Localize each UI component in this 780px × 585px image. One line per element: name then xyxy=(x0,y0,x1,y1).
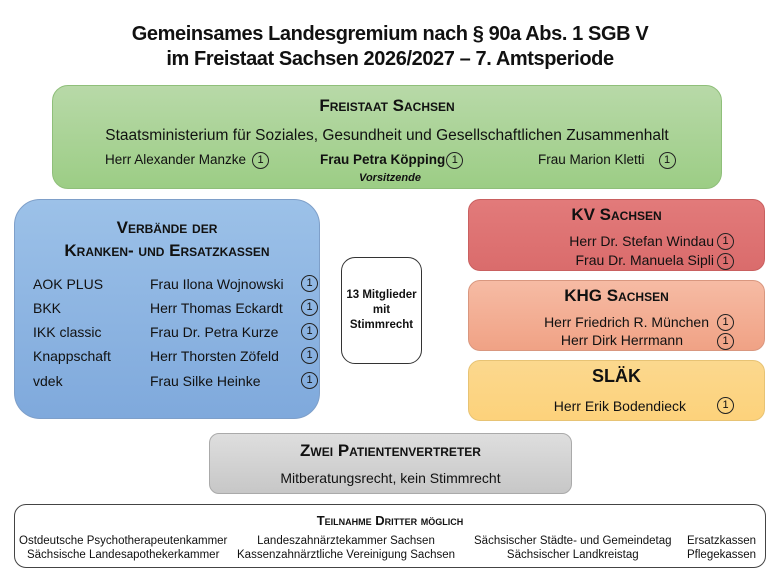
patienten-heading: Zwei Patientenvertreter xyxy=(300,441,481,460)
third-party-box xyxy=(14,504,766,568)
dritte-column-4 xyxy=(687,534,756,562)
member-name: Herr Thomas Eckardt xyxy=(150,300,283,316)
kassen-row xyxy=(33,323,318,343)
member-name: Frau Silke Heinke xyxy=(150,373,261,389)
third-party-item: Sächsischer Städte- und Gemeindetag xyxy=(474,535,672,547)
center-line-1: 13 Mitglieder xyxy=(346,289,417,301)
org-name: AOK PLUS xyxy=(33,276,104,292)
kassen-row xyxy=(33,299,318,319)
dritte-heading: Teilnahme Dritter möglich xyxy=(316,513,464,528)
member-name: Herr Alexander Manzke xyxy=(105,152,247,168)
vote-count-badge: 1 xyxy=(252,152,269,169)
khg-heading: KHG Sachsen xyxy=(564,286,669,305)
third-party-item: Landeszahnärztekammer Sachsen xyxy=(257,535,435,547)
kv-heading: KV Sachsen xyxy=(571,205,662,224)
member-name: Frau Dr. Manuela Sipli xyxy=(575,252,714,268)
third-party-item: Ersatzkassen xyxy=(687,535,757,547)
kassen-heading-line-2: Kranken- und Ersatzkassen xyxy=(64,241,270,260)
kassen-heading xyxy=(15,216,319,262)
kassen-heading-line-1: Verbände der xyxy=(116,218,218,237)
voting-members-box xyxy=(341,257,422,364)
member-name: Frau Ilona Wojnowski xyxy=(150,276,284,292)
vote-count-badge: 1 xyxy=(717,333,734,350)
org-name: Knappschaft xyxy=(33,348,111,364)
member-name: Herr Thorsten Zöfeld xyxy=(150,348,279,364)
title-line-2: im Freistaat Sachsen 2026/2027 – 7. Amtsperiode xyxy=(166,48,614,70)
vote-count-badge: 1 xyxy=(717,397,734,414)
vote-count-badge: 1 xyxy=(717,314,734,331)
patienten-subtitle: Mitberatungsrecht, kein Stimmrecht xyxy=(280,470,501,486)
vote-count-badge: 1 xyxy=(659,152,676,169)
title-line-1: Gemeinsames Landesgremium nach § 90a Abs. 1 SGB V xyxy=(131,23,649,45)
dritte-column-1 xyxy=(19,534,227,562)
kv-sachsen-box xyxy=(468,199,765,271)
vote-count-badge: 1 xyxy=(301,347,318,364)
kassen-row xyxy=(33,372,318,392)
slaek-box xyxy=(468,360,765,421)
vote-count-badge: 1 xyxy=(717,253,734,270)
kassen-row xyxy=(33,347,318,367)
page-title xyxy=(0,22,780,72)
third-party-item: Ostdeutsche Psychotherapeutenkammer xyxy=(19,535,228,547)
dritte-column-3 xyxy=(474,534,672,562)
center-line-2: mit xyxy=(372,304,391,316)
member-name: Frau Marion Kletti xyxy=(538,152,645,168)
chair-role-label: Vorsitzende xyxy=(359,172,421,184)
khg-sachsen-box xyxy=(468,280,765,351)
freistaat-heading: Freistaat Sachsen xyxy=(319,96,455,115)
dritte-column-2 xyxy=(237,534,455,562)
member-name: Herr Erik Bodendieck xyxy=(553,398,686,414)
org-name: vdek xyxy=(33,373,63,389)
kassen-row xyxy=(33,275,318,295)
vote-count-badge: 1 xyxy=(717,233,734,250)
third-party-item: Kassenzahnärztliche Vereinigung Sachsen xyxy=(237,549,456,561)
third-party-item: Sächsische Landesapothekerkammer xyxy=(26,549,220,561)
member-name: Frau Dr. Petra Kurze xyxy=(150,324,279,340)
vote-count-badge: 1 xyxy=(301,323,318,340)
vote-count-badge: 1 xyxy=(301,299,318,316)
patient-representatives-box xyxy=(209,433,572,494)
member-name: Herr Dirk Herrmann xyxy=(560,332,683,348)
member-kletti xyxy=(538,152,676,169)
org-name: IKK classic xyxy=(33,324,102,340)
member-name: Frau Petra Köpping xyxy=(320,152,446,168)
center-line-3: Stimmrecht xyxy=(349,319,414,331)
third-party-item: Sächsischer Landkreistag xyxy=(506,549,639,561)
vote-count-badge: 1 xyxy=(301,372,318,389)
ministry-name: Staatsministerium für Soziales, Gesundheit und Gesellschaftlichen Zusammenhalt xyxy=(105,127,669,144)
member-name: Herr Friedrich R. München xyxy=(544,314,709,330)
krankenkassen-box xyxy=(14,199,320,419)
member-koepping xyxy=(320,152,463,169)
member-name: Herr Dr. Stefan Windau xyxy=(569,233,714,249)
vote-count-badge: 1 xyxy=(446,152,463,169)
freistaat-sachsen-box xyxy=(52,85,722,189)
member-manzke xyxy=(105,152,269,169)
vote-count-badge: 1 xyxy=(301,275,318,292)
slaek-heading: SLÄK xyxy=(592,366,641,386)
third-party-item: Pflegekassen xyxy=(687,549,757,561)
org-name: BKK xyxy=(33,300,62,316)
